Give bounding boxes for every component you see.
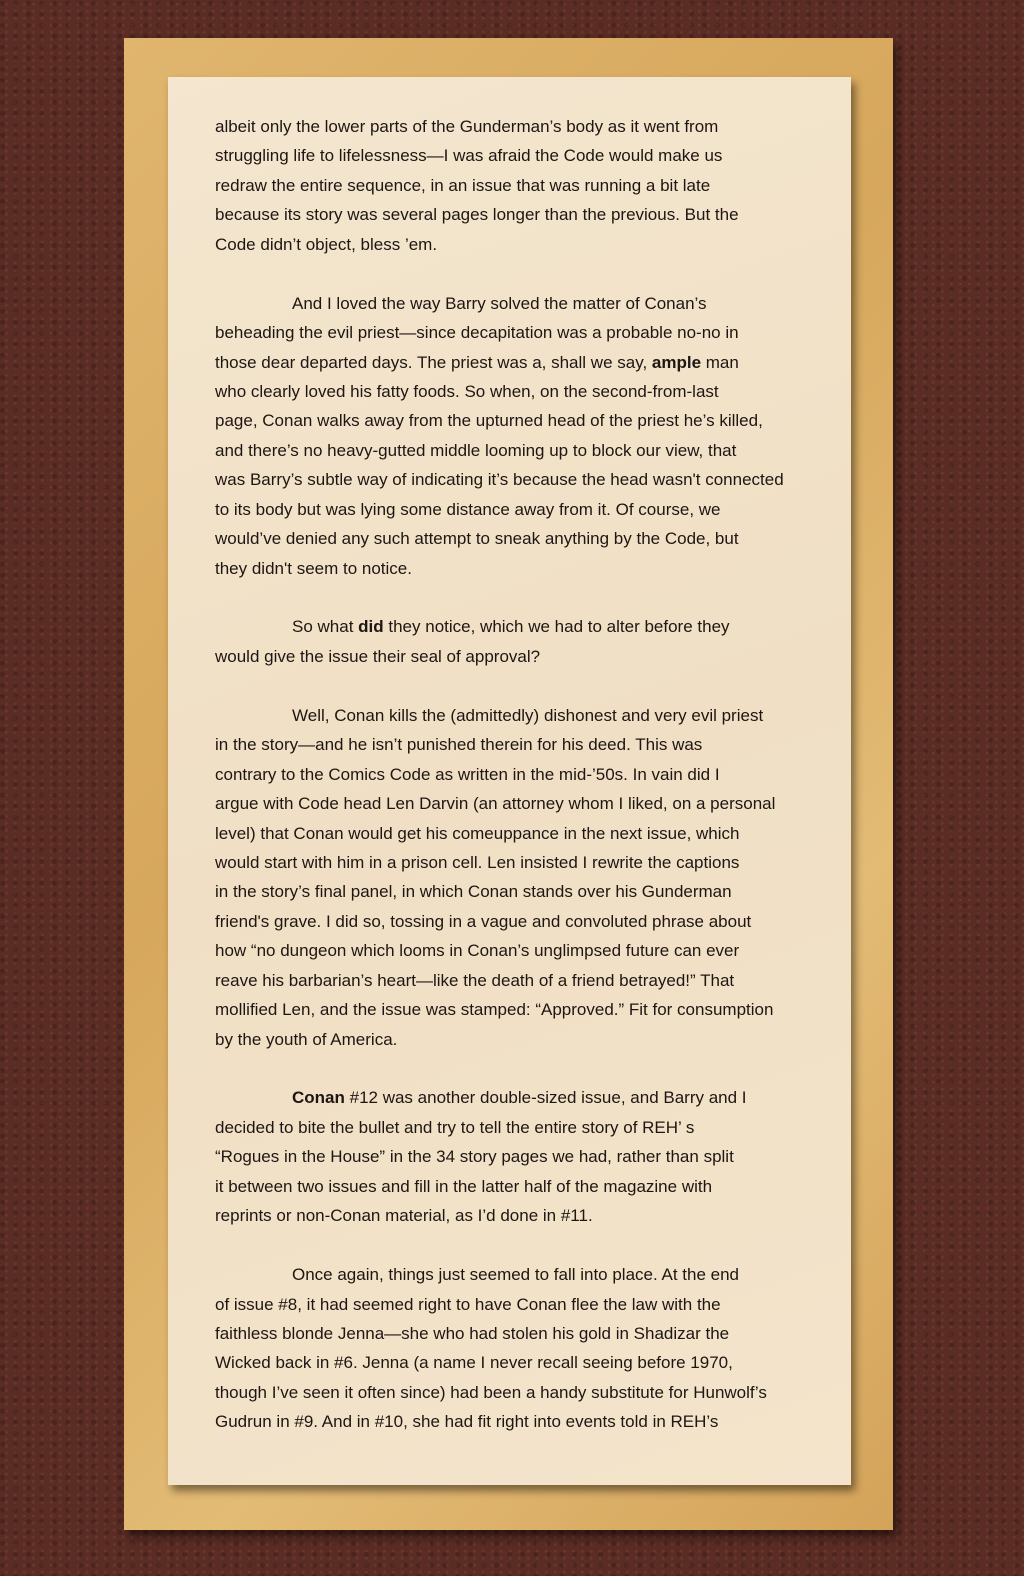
text-span: would give the issue their seal of approval? [215, 646, 541, 666]
text-span: though I’ve seen it often since) had been a handy substitute for Hunwolf’s [215, 1382, 767, 1402]
text-span: argue with Code head Len Darvin (an attorney whom I liked, on a personal [215, 794, 776, 814]
paragraph [215, 289, 815, 583]
paragraph [215, 1260, 815, 1437]
text-span: redraw the entire sequence, in an issue that was running a bit late [215, 175, 711, 195]
text-span: friend's grave. I did so, tossing in a vague and convoluted phrase about [215, 911, 752, 931]
text-span: how “no dungeon which looms in Conan’s unglimpsed future can ever [215, 941, 740, 961]
text-span: of issue #8, it had seemed right to have Conan flee the law with the [215, 1294, 721, 1314]
text-span: was Barry’s subtle way of indicating it’s because the head wasn't connected [215, 470, 784, 490]
text-line [215, 1378, 815, 1407]
paragraph [215, 1083, 815, 1230]
text-span: and there’s no heavy-gutted middle looming up to block our view, that [215, 440, 737, 460]
text-span: they notice, which we had to alter before they [383, 617, 730, 637]
text-span: they didn't seem to notice. [215, 558, 412, 578]
text-line [215, 1172, 815, 1201]
text-line [215, 112, 815, 141]
paragraph [215, 112, 815, 259]
text-line [215, 642, 815, 671]
text-span: albeit only the lower parts of the Gunderman’s body as it went from [215, 117, 719, 136]
text-line [215, 1319, 815, 1348]
text-line [215, 1083, 815, 1112]
text-span: mollified Len, and the issue was stamped: “Approved.” Fit for consumption [215, 1000, 774, 1020]
bold-text: ample [651, 352, 702, 372]
text-span: beheading the evil priest—since decapitation was a probable no-no in [215, 323, 739, 343]
text-span: man [701, 352, 739, 372]
text-span: by the youth of America. [215, 1029, 398, 1049]
text-span: would’ve denied any such attempt to sneak anything by the Code, but [215, 529, 739, 549]
text-line [215, 377, 815, 406]
text-line [215, 1113, 815, 1142]
text-span: So what [292, 617, 359, 637]
text-span: decided to bite the bullet and try to tell the entire story of REH’ s [215, 1117, 695, 1137]
text-line [215, 465, 815, 494]
text-line [215, 789, 815, 818]
text-span: because its story was several pages longer than the previous. But the [215, 205, 739, 225]
text-line [215, 877, 815, 906]
text-line [215, 701, 815, 730]
text-span: Wicked back in #6. Jenna (a name I never recall seeing before 1970, [215, 1353, 733, 1373]
paragraph [215, 612, 815, 671]
text-line [215, 936, 815, 965]
text-line [215, 1290, 815, 1319]
text-line [215, 289, 815, 318]
text-line [215, 995, 815, 1024]
paragraph-gap [215, 583, 815, 612]
text-line [215, 1201, 815, 1230]
text-line [215, 1025, 815, 1054]
text-span: in the story’s final panel, in which Conan stands over his Gunderman [215, 882, 732, 902]
text-line [215, 730, 815, 759]
paragraph-gap [215, 259, 815, 288]
text-span: Well, Conan kills the (admittedly) dishonest and very evil priest [292, 705, 764, 725]
text-span: reprints or non-Conan material, as I’d done in #11. [215, 1206, 593, 1226]
text-span: those dear departed days. The priest was a, shall we say, [215, 352, 652, 372]
text-line [215, 524, 815, 553]
text-span: contrary to the Comics Code as written in the mid-’50s. In vain did I [215, 764, 720, 784]
text-line [215, 141, 815, 170]
text-span: Once again, things just seemed to fall into place. At the end [292, 1265, 740, 1285]
text-span: reave his barbarian’s heart—like the death of a friend betrayed!” That [215, 970, 735, 990]
text-span: And I loved the way Barry solved the matter of Conan’s [292, 293, 707, 313]
bold-text: did [358, 617, 384, 637]
text-line [215, 230, 815, 259]
text-line [215, 760, 815, 789]
text-span: page, Conan walks away from the upturned head of the priest he’s killed, [215, 411, 763, 431]
text-line [215, 1142, 815, 1171]
text-line [215, 907, 815, 936]
paragraph-gap [215, 1054, 815, 1083]
bold-text: Conan [292, 1088, 345, 1108]
text-line [215, 495, 815, 524]
text-line [215, 1260, 815, 1289]
text-line [215, 554, 815, 583]
text-line [215, 612, 815, 641]
text-span: in the story—and he isn’t punished therein for his deed. This was [215, 735, 703, 755]
text-line [215, 318, 815, 347]
text-span: #12 was another double-sized issue, and Barry and I [344, 1088, 747, 1108]
text-span: Gudrun in #9. And in #10, she had fit right into events told in REH’s [215, 1412, 719, 1432]
paragraph-gap [215, 671, 815, 700]
text-span: who clearly loved his fatty foods. So when, on the second-from-last [215, 381, 719, 401]
article-text [215, 112, 815, 1437]
text-line [215, 436, 815, 465]
text-span: level) that Conan would get his comeuppance in the next issue, which [215, 823, 740, 843]
text-span: it between two issues and fill in the latter half of the magazine with [215, 1176, 713, 1196]
text-span: struggling life to lifelessness—I was afraid the Code would make us [215, 146, 723, 166]
paragraph [215, 701, 815, 1054]
text-span: faithless blonde Jenna—she who had stolen his gold in Shadizar the [215, 1323, 730, 1343]
text-line [215, 1407, 815, 1436]
text-line [215, 819, 815, 848]
text-line [215, 348, 815, 377]
text-line [215, 848, 815, 877]
text-line [215, 406, 815, 435]
text-line [215, 1348, 815, 1377]
text-span: “Rogues in the House” in the 34 story pages we had, rather than split [215, 1147, 734, 1167]
text-span: would start with him in a prison cell. Len insisted I rewrite the captions [215, 852, 740, 872]
text-line [215, 966, 815, 995]
text-line [215, 171, 815, 200]
text-line [215, 200, 815, 229]
paragraph-gap [215, 1231, 815, 1260]
text-span: Code didn’t object, bless ’em. [215, 234, 438, 254]
text-span: to its body but was lying some distance away from it. Of course, we [215, 499, 721, 519]
